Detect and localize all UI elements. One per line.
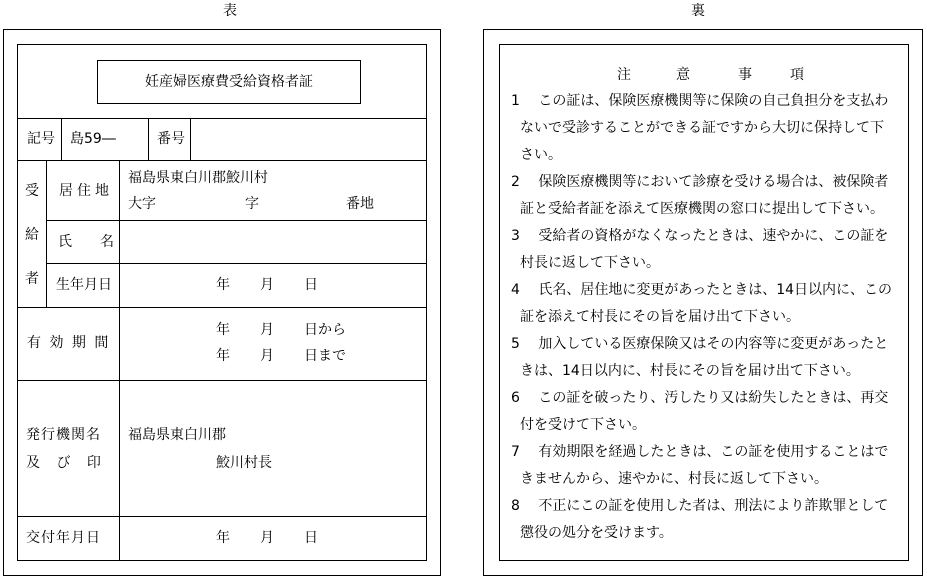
divider [148, 118, 149, 160]
recipient-char-1: 受 [25, 183, 39, 199]
notice-line: きませんから、速やかに、村長に返して下さい。 [520, 471, 828, 487]
divider [46, 220, 427, 221]
card-title: 妊産婦医療費受給資格者証 [145, 74, 313, 90]
address-aza: 字 [245, 196, 259, 212]
validity-to-year: 年 [216, 348, 230, 364]
notice-line: 証を添えて村長にその旨を届け出て下さい。 [520, 309, 800, 325]
notice-line: 7 有効期限を経過したときは、この証を使用することはで [511, 444, 889, 460]
address-line1: 福島県東白川郡鮫川村 [128, 170, 268, 186]
notice-line: 6 この証を破ったり、汚したり又は紛失したときは、再交 [511, 390, 889, 406]
notice-line: 5 加入している医療保険又はその内容等に変更があったと [511, 336, 889, 352]
divider [119, 160, 120, 561]
notice-line: 3 受給者の資格がなくなったときは、速やかに、この証を [511, 228, 889, 244]
issuer-line1: 福島県東白川郡 [128, 427, 226, 443]
address-banchi: 番地 [346, 196, 374, 212]
notice-line: 証と受給者証を添えて医療機関の窓口に提出して下さい。 [520, 201, 884, 217]
divider [46, 160, 47, 307]
kigo-label: 記号 [27, 131, 55, 147]
notice-line: ないで受診することができる証ですから大切に保持して下 [520, 120, 884, 136]
notice-heading-char-4: 項 [790, 67, 804, 83]
birthdate-day: 日 [304, 277, 318, 293]
divider [190, 118, 191, 160]
recipient-char-3: 者 [25, 271, 39, 287]
recipient-char-2: 給 [25, 227, 39, 243]
divider [61, 118, 62, 160]
name-label: 氏 名 [58, 234, 114, 250]
birthdate-label: 生年月日 [56, 277, 112, 293]
divider [17, 380, 427, 381]
validity-label: 有 効 期 間 [27, 335, 111, 351]
notice-line: 1 この証は、保険医療機関等に保険の自己負担分を支払わ [511, 93, 889, 109]
bango-label: 番号 [157, 131, 185, 147]
validity-to-day: 日まで [304, 348, 346, 364]
notice-line: 懲役の処分を受けます。 [520, 525, 673, 541]
notice-line: 4 氏名、居住地に変更があったときは、14日以内に、この [511, 282, 893, 298]
issue-date-year: 年 [216, 530, 230, 546]
notice-heading-char-2: 意 [676, 67, 690, 83]
address-oaza: 大字 [128, 196, 156, 212]
issue-date-day: 日 [304, 530, 318, 546]
issuer-line2: 鮫川村長 [216, 455, 272, 471]
front-inner-frame [17, 44, 427, 561]
address-label: 居住地 [59, 183, 113, 199]
notice-line: さい。 [520, 147, 562, 163]
notice-line: 2 保険医療機関等において診療を受ける場合は、被保険者 [511, 174, 889, 190]
birthdate-year: 年 [216, 277, 230, 293]
notice-heading-char-1: 注 [617, 67, 631, 83]
back-side-label: 裏 [691, 3, 705, 19]
divider [17, 516, 427, 517]
validity-from-day: 日から [304, 322, 346, 338]
validity-from-year: 年 [216, 322, 230, 338]
divider [46, 263, 427, 264]
issue-date-label: 交付年月日 [26, 530, 101, 546]
issuer-label-line1: 発行機関名 [26, 427, 101, 443]
notice-line: 付を受けて下さい。 [520, 417, 646, 433]
validity-to-month: 月 [260, 348, 274, 364]
divider [17, 118, 427, 119]
kigo-value: 島59― [70, 131, 116, 147]
divider [17, 307, 427, 308]
notice-line: 村長に返して下さい。 [520, 255, 660, 271]
notice-heading-char-3: 事 [738, 67, 752, 83]
notice-line: 8 不正にこの証を使用した者は、刑法により詐欺罪として [511, 498, 889, 514]
validity-from-month: 月 [260, 322, 274, 338]
birthdate-month: 月 [260, 277, 274, 293]
issuer-label-line2: 及 び 印 [26, 455, 107, 471]
divider [17, 160, 427, 161]
notice-line: きは、14日以内に、村長にその旨を届け出て下さい。 [520, 363, 860, 379]
front-side-label: 表 [223, 3, 237, 19]
issue-date-month: 月 [260, 530, 274, 546]
